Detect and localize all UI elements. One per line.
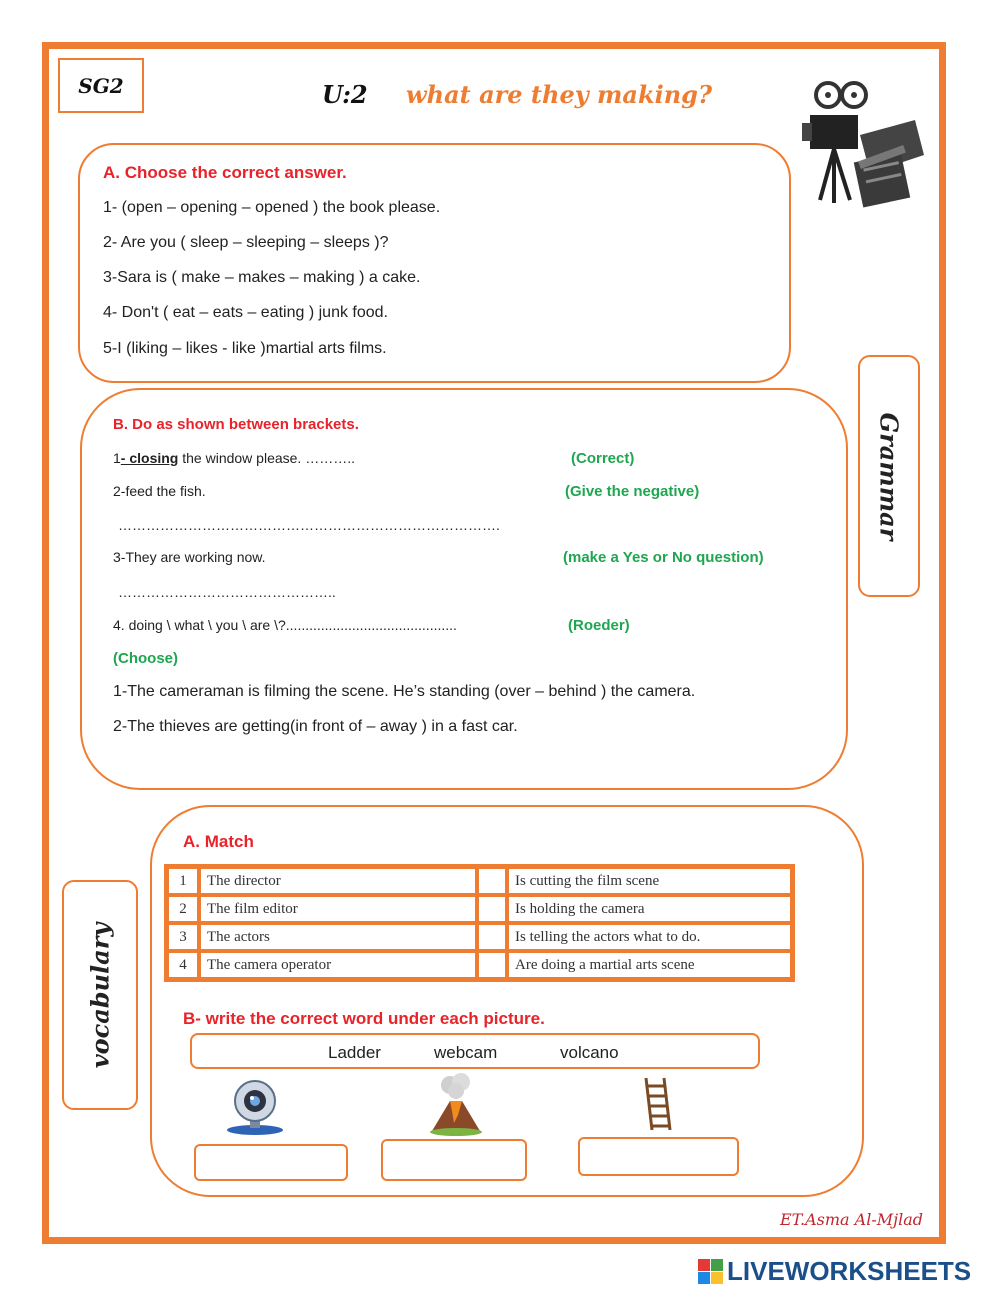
section-b-heading: B. Do as shown between brackets. [113,416,359,433]
match-number: 2 [167,895,199,923]
question-a3: 3-Sara is ( make – makes – making ) a cake. [103,269,421,286]
section-a-heading: A. Choose the correct answer. [103,163,347,182]
instruction-negative: (Give the negative) [565,483,700,500]
choose-item-1: 1-The cameraman is filming the scene. He’s standing (over – behind ) the camera. [113,683,696,700]
match-number: 1 [167,867,199,895]
webcam-icon [224,1078,286,1136]
question-a2: 2- Are you ( sleep – sleeping – sleeps )? [103,234,389,251]
answer-box-volcano[interactable] [381,1139,527,1181]
table-row [167,951,792,979]
answer-line-b2: ………………………………………………………………………. [118,517,500,533]
answer-box-ladder[interactable] [578,1137,739,1176]
sg-label: SG2 [58,58,144,113]
instruction-question: (make a Yes or No question) [563,549,764,566]
ladder-icon [640,1076,674,1132]
title-question: what are they making? [406,80,713,109]
question-a5: 5-I (liking – likes - like )martial arts films. [103,340,387,357]
grammar-label-text: Grammar [874,412,904,540]
question-b1 [113,450,355,466]
match-table [164,864,795,982]
choose-item-2: 2-The thieves are getting(in front of – away ) in a fast car. [113,718,518,735]
match-answer-cell[interactable] [477,895,507,923]
answer-line-b3: ……………………………………….. [118,584,336,600]
question-b3: 3-They are working now. [113,549,266,565]
instruction-reorder: (Roeder) [568,617,630,634]
match-left: The camera operator [199,951,477,979]
match-right: Is holding the camera [507,895,792,923]
question-b1-underlined: - closing [120,450,179,466]
match-left: The film editor [199,895,477,923]
unit-label: U:2 [322,80,368,109]
question-a1: 1- (open – opening – opened ) the book please. [103,199,441,216]
match-right: Is cutting the film scene [507,867,792,895]
match-left: The actors [199,923,477,951]
liveworksheets-logo [698,1256,971,1287]
question-a4: 4- Don't ( eat – eats – eating ) junk food. [103,304,388,321]
write-heading: B- write the correct word under each picture. [183,1009,545,1028]
grammar-side-label [858,355,920,597]
word-bank [190,1033,760,1069]
question-b4: 4. doing \ what \ you \ are \?............................................ [113,617,457,633]
film-camera-icon [800,75,930,215]
vocabulary-label-text: vocabulary [85,922,115,1068]
question-b2: 2-feed the fish. [113,483,206,499]
match-answer-cell[interactable] [477,951,507,979]
volcano-icon [428,1073,484,1137]
page-title [322,80,712,109]
table-row [167,923,792,951]
question-b1-number: 1 [113,450,121,466]
match-left: The director [199,867,477,895]
match-number: 4 [167,951,199,979]
match-right: Is telling the actors what to do. [507,923,792,951]
table-row [167,895,792,923]
brand-text: LIVEWORKSHEETS [727,1256,972,1286]
match-number: 3 [167,923,199,951]
author-signature: ET.Asma Al-Mjlad [780,1210,923,1229]
match-right: Are doing a martial arts scene [507,951,792,979]
word-webcam: webcam [434,1043,498,1062]
choose-label: (Choose) [113,650,178,667]
match-answer-cell[interactable] [477,923,507,951]
table-row [167,867,792,895]
answer-box-webcam[interactable] [194,1144,348,1181]
question-b1-rest: the window please. ……….. [178,450,355,466]
match-answer-cell[interactable] [477,867,507,895]
instruction-correct: (Correct) [571,450,635,467]
vocabulary-side-label [62,880,138,1110]
word-volcano: volcano [560,1043,619,1062]
word-ladder: Ladder [328,1043,381,1062]
match-heading: A. Match [183,832,254,851]
liveworksheets-logo-icon [698,1259,723,1284]
